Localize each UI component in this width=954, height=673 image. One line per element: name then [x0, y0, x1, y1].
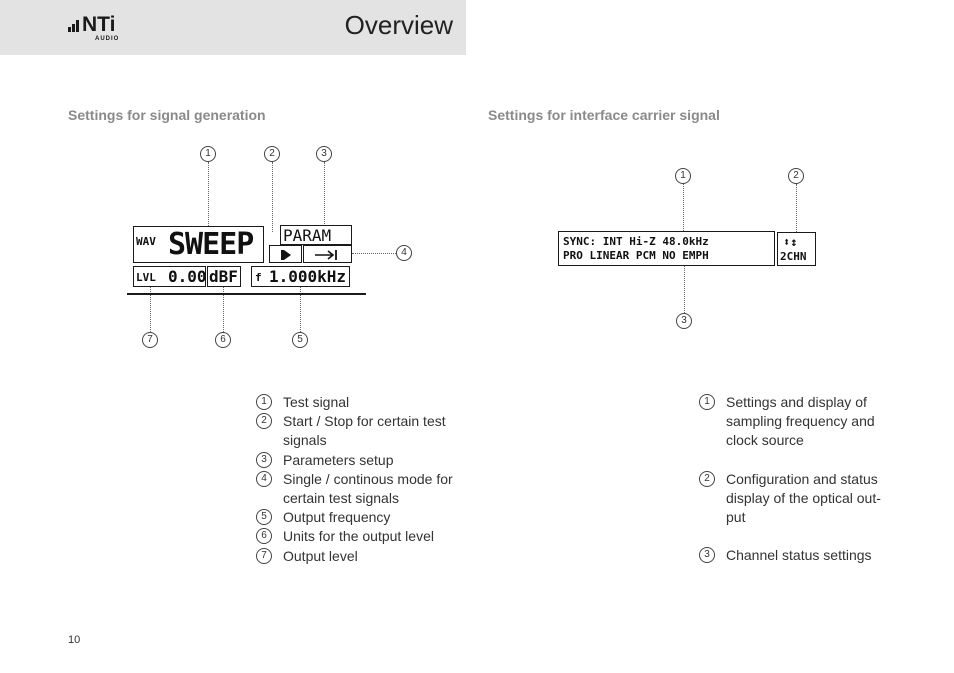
leader-line-3 — [684, 266, 685, 313]
param-box — [280, 225, 352, 245]
f-label: f — [255, 271, 262, 284]
callout-1: 1 — [675, 168, 691, 184]
list-item: 5 Output frequency — [256, 508, 466, 527]
callout-3: 3 — [676, 313, 692, 329]
logo-bars-icon — [68, 20, 82, 32]
optical-status-icon: ⬍↕ — [783, 235, 798, 249]
list-item: 3 Parameters setup — [256, 451, 466, 470]
logo-text: NTi — [82, 13, 116, 36]
arrow-to-bar-icon — [305, 247, 351, 262]
leader-line-1 — [208, 162, 209, 226]
callout-4: 4 — [396, 245, 412, 261]
callout-1: 1 — [200, 146, 216, 162]
interface-carrier-heading: Settings for interface carrier signal — [488, 107, 720, 123]
list-item: 3 Channel status settings — [699, 546, 889, 565]
leader-line-2 — [796, 184, 797, 232]
display-baseline — [127, 293, 366, 295]
sync-status-box — [558, 231, 775, 266]
start-stop-box — [269, 245, 302, 263]
sweep-label: SWEEP — [168, 227, 254, 262]
leader-line-1 — [683, 184, 684, 231]
wav-label: WAV — [136, 235, 156, 248]
optical-output-box — [777, 232, 816, 266]
channel-mode: 2CHN — [780, 250, 807, 263]
list-item: 7 Output level — [256, 547, 466, 566]
leader-line-2 — [272, 162, 273, 232]
output-level-value: 0.00 — [168, 267, 207, 286]
logo-subtext: AUDIO — [95, 36, 120, 42]
signal-generation-heading: Settings for signal generation — [68, 107, 266, 123]
leader-line-4 — [352, 253, 396, 254]
list-item: 1 Settings and display of sampling frequency and clock source — [699, 393, 889, 451]
frequency-box — [251, 266, 350, 287]
unit-box — [207, 266, 241, 287]
play-icon — [271, 247, 301, 262]
param-label: PARAM — [283, 226, 332, 245]
output-frequency-value: 1.000kHz — [269, 267, 347, 286]
mode-box — [303, 245, 352, 263]
callout-3: 3 — [316, 146, 332, 162]
level-box — [133, 266, 206, 287]
test-signal-box — [133, 226, 264, 263]
format-row: PRO LINEAR PCM NO EMPH — [563, 249, 709, 262]
callout-6: 6 — [215, 332, 231, 348]
interface-carrier-legend — [699, 393, 889, 565]
list-item: 2 Start / Stop for certain test signals — [256, 412, 466, 450]
callout-5: 5 — [292, 332, 308, 348]
list-item: 4 Single / continous mode for certain test signals — [256, 470, 466, 508]
leader-line-3 — [324, 162, 325, 224]
callout-2: 2 — [264, 146, 280, 162]
level-unit: dBF — [209, 267, 238, 286]
callout-7: 7 — [142, 332, 158, 348]
signal-generation-legend — [256, 393, 466, 566]
page-number: 10 — [68, 634, 81, 646]
header-bar — [0, 0, 466, 55]
list-item: 2 Configuration and status display of the optical out- put — [699, 470, 889, 528]
page-title: Overview — [344, 10, 453, 40]
callout-2: 2 — [788, 168, 804, 184]
list-item: 6 Units for the output level — [256, 527, 466, 546]
list-item: 1 Test signal — [256, 393, 466, 412]
sync-row: SYNC: INT Hi-Z 48.0kHz — [563, 235, 709, 248]
lvl-label: LVL — [136, 271, 156, 284]
